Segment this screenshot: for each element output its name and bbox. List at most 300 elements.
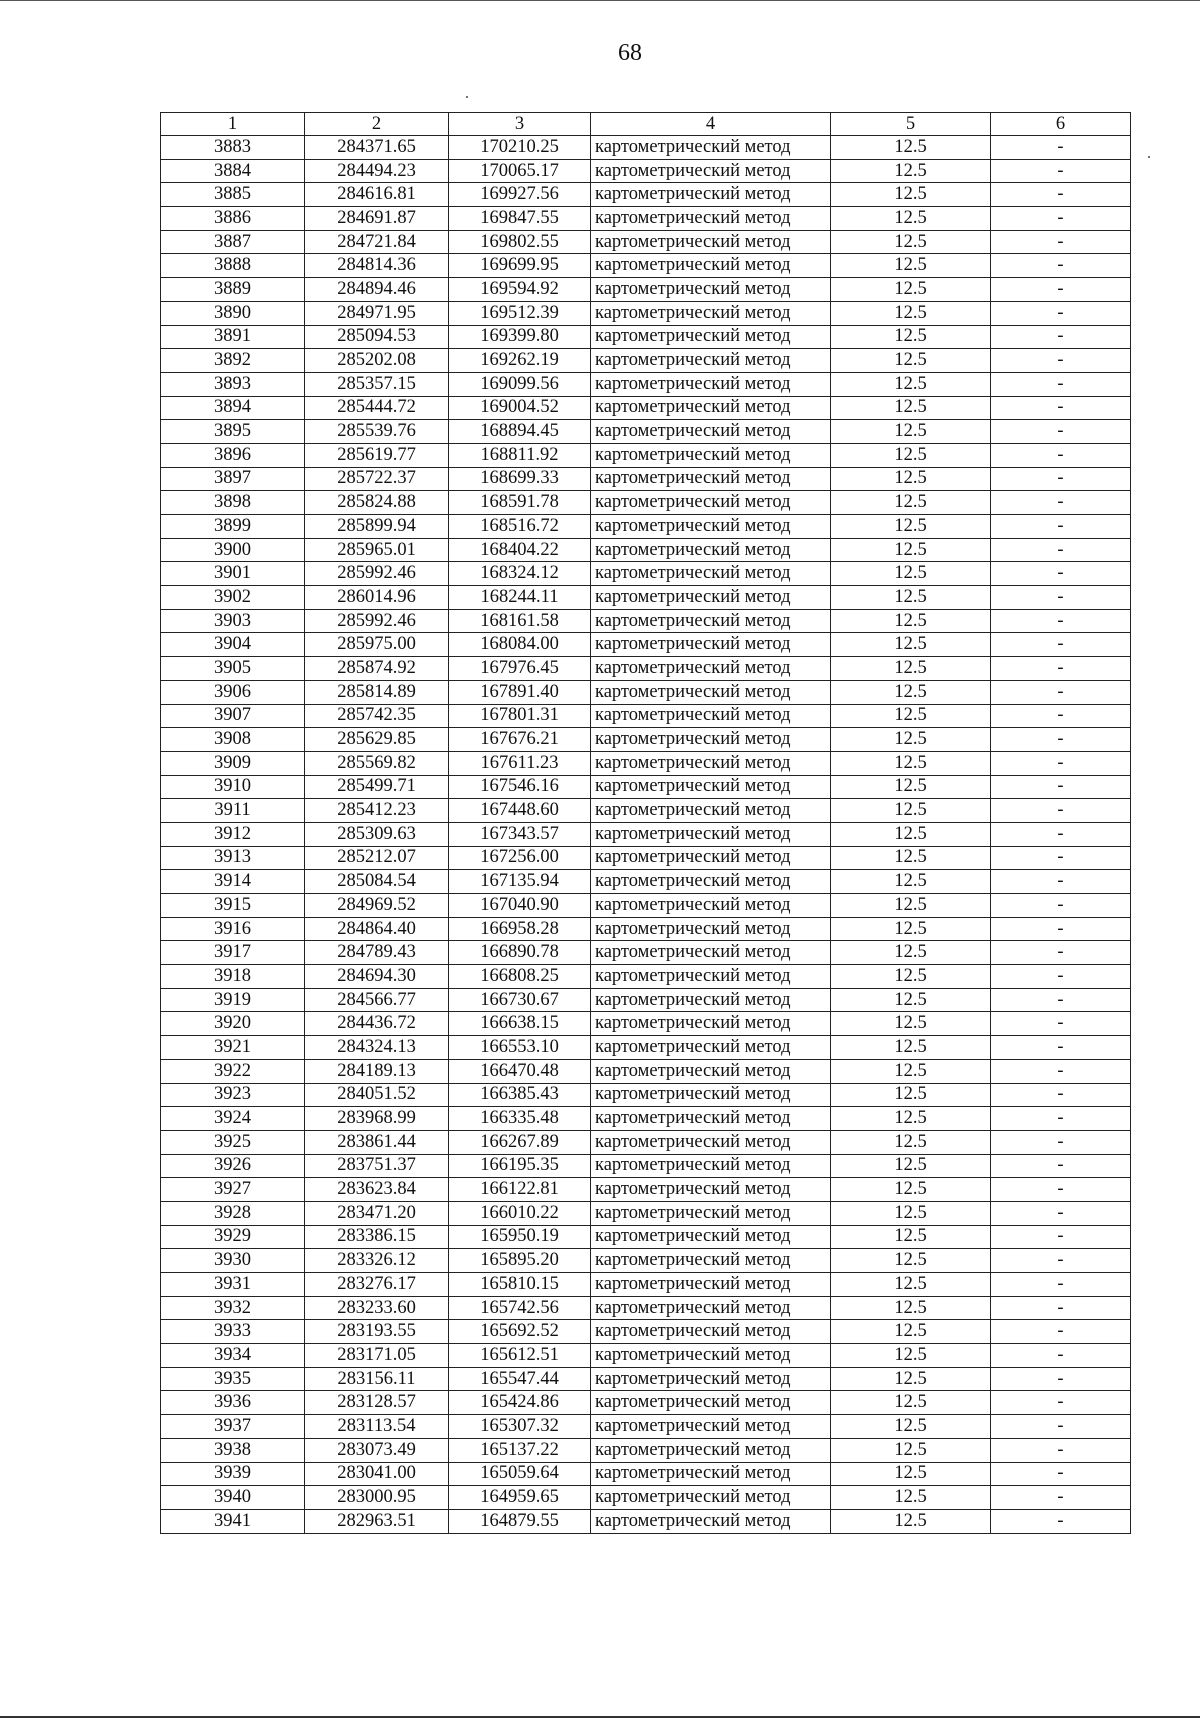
point-number-cell: 3892 (161, 349, 305, 373)
table-row (161, 846, 1131, 870)
table-row (161, 941, 1131, 965)
note-cell: - (991, 799, 1131, 823)
scan-speck (466, 96, 468, 98)
note-cell: - (991, 467, 1131, 491)
point-number-cell: 3895 (161, 420, 305, 444)
note-cell: - (991, 278, 1131, 302)
y-coordinate-cell: 166335.48 (449, 1107, 591, 1131)
method-cell: картометрический метод (591, 941, 831, 965)
note-cell: - (991, 1107, 1131, 1131)
note-cell: - (991, 372, 1131, 396)
accuracy-cell: 12.5 (831, 1083, 991, 1107)
point-number-cell: 3889 (161, 278, 305, 302)
point-number-cell: 3897 (161, 467, 305, 491)
coordinates-table (160, 112, 1131, 1534)
note-cell: - (991, 846, 1131, 870)
point-number-cell: 3887 (161, 230, 305, 254)
y-coordinate-cell: 167611.23 (449, 751, 591, 775)
y-coordinate-cell: 168161.58 (449, 609, 591, 633)
accuracy-cell: 12.5 (831, 136, 991, 160)
table-row (161, 1486, 1131, 1510)
x-coordinate-cell: 284566.77 (305, 988, 449, 1012)
y-coordinate-cell: 165059.64 (449, 1462, 591, 1486)
method-cell: картометрический метод (591, 349, 831, 373)
note-cell: - (991, 1154, 1131, 1178)
y-coordinate-cell: 166958.28 (449, 917, 591, 941)
x-coordinate-cell: 285992.46 (305, 609, 449, 633)
accuracy-cell: 12.5 (831, 1154, 991, 1178)
accuracy-cell: 12.5 (831, 278, 991, 302)
y-coordinate-cell: 168591.78 (449, 491, 591, 515)
method-cell: картометрический метод (591, 467, 831, 491)
method-cell: картометрический метод (591, 159, 831, 183)
method-cell: картометрический метод (591, 325, 831, 349)
column-header-2: 2 (305, 113, 449, 136)
table-header-row (161, 113, 1131, 136)
y-coordinate-cell: 168244.11 (449, 586, 591, 610)
y-coordinate-cell: 169004.52 (449, 396, 591, 420)
x-coordinate-cell: 284051.52 (305, 1083, 449, 1107)
table-row (161, 372, 1131, 396)
y-coordinate-cell: 167546.16 (449, 775, 591, 799)
point-number-cell: 3917 (161, 941, 305, 965)
coordinates-table-container (160, 112, 1130, 1534)
column-header-6: 6 (991, 113, 1131, 136)
accuracy-cell: 12.5 (831, 562, 991, 586)
method-cell: картометрический метод (591, 657, 831, 681)
method-cell: картометрический метод (591, 751, 831, 775)
note-cell: - (991, 1296, 1131, 1320)
x-coordinate-cell: 284371.65 (305, 136, 449, 160)
accuracy-cell: 12.5 (831, 254, 991, 278)
method-cell: картометрический метод (591, 1320, 831, 1344)
table-row (161, 894, 1131, 918)
point-number-cell: 3883 (161, 136, 305, 160)
method-cell: картометрический метод (591, 254, 831, 278)
table-row (161, 467, 1131, 491)
y-coordinate-cell: 167135.94 (449, 870, 591, 894)
method-cell: картометрический метод (591, 372, 831, 396)
y-coordinate-cell: 169927.56 (449, 183, 591, 207)
note-cell: - (991, 1036, 1131, 1060)
point-number-cell: 3891 (161, 325, 305, 349)
point-number-cell: 3906 (161, 680, 305, 704)
point-number-cell: 3909 (161, 751, 305, 775)
x-coordinate-cell: 285212.07 (305, 846, 449, 870)
accuracy-cell: 12.5 (831, 941, 991, 965)
note-cell: - (991, 443, 1131, 467)
method-cell: картометрический метод (591, 1509, 831, 1533)
y-coordinate-cell: 166010.22 (449, 1201, 591, 1225)
point-number-cell: 3896 (161, 443, 305, 467)
point-number-cell: 3920 (161, 1012, 305, 1036)
x-coordinate-cell: 283471.20 (305, 1201, 449, 1225)
table-row (161, 586, 1131, 610)
point-number-cell: 3898 (161, 491, 305, 515)
y-coordinate-cell: 166122.81 (449, 1178, 591, 1202)
method-cell: картометрический метод (591, 870, 831, 894)
page-number: 68 (618, 40, 642, 66)
table-row (161, 633, 1131, 657)
point-number-cell: 3905 (161, 657, 305, 681)
x-coordinate-cell: 285814.89 (305, 680, 449, 704)
method-cell: картометрический метод (591, 1036, 831, 1060)
method-cell: картометрический метод (591, 894, 831, 918)
table-row (161, 420, 1131, 444)
accuracy-cell: 12.5 (831, 680, 991, 704)
y-coordinate-cell: 167801.31 (449, 704, 591, 728)
y-coordinate-cell: 165692.52 (449, 1320, 591, 1344)
x-coordinate-cell: 283861.44 (305, 1130, 449, 1154)
method-cell: картометрический метод (591, 799, 831, 823)
note-cell: - (991, 1059, 1131, 1083)
x-coordinate-cell: 286014.96 (305, 586, 449, 610)
y-coordinate-cell: 165137.22 (449, 1438, 591, 1462)
method-cell: картометрический метод (591, 965, 831, 989)
point-number-cell: 3907 (161, 704, 305, 728)
table-row (161, 728, 1131, 752)
x-coordinate-cell: 283276.17 (305, 1273, 449, 1297)
x-coordinate-cell: 283041.00 (305, 1462, 449, 1486)
accuracy-cell: 12.5 (831, 443, 991, 467)
y-coordinate-cell: 168894.45 (449, 420, 591, 444)
y-coordinate-cell: 167040.90 (449, 894, 591, 918)
note-cell: - (991, 633, 1131, 657)
table-row (161, 609, 1131, 633)
method-cell: картометрический метод (591, 822, 831, 846)
y-coordinate-cell: 165742.56 (449, 1296, 591, 1320)
table-row (161, 1154, 1131, 1178)
note-cell: - (991, 1083, 1131, 1107)
y-coordinate-cell: 165307.32 (449, 1415, 591, 1439)
table-row (161, 775, 1131, 799)
x-coordinate-cell: 283113.54 (305, 1415, 449, 1439)
table-row (161, 1201, 1131, 1225)
table-row (161, 491, 1131, 515)
point-number-cell: 3916 (161, 917, 305, 941)
table-row (161, 538, 1131, 562)
point-number-cell: 3886 (161, 207, 305, 231)
y-coordinate-cell: 169594.92 (449, 278, 591, 302)
method-cell: картометрический метод (591, 136, 831, 160)
y-coordinate-cell: 165612.51 (449, 1344, 591, 1368)
accuracy-cell: 12.5 (831, 515, 991, 539)
note-cell: - (991, 230, 1131, 254)
y-coordinate-cell: 168811.92 (449, 443, 591, 467)
y-coordinate-cell: 166385.43 (449, 1083, 591, 1107)
y-coordinate-cell: 165547.44 (449, 1367, 591, 1391)
column-header-1: 1 (161, 113, 305, 136)
table-row (161, 1296, 1131, 1320)
x-coordinate-cell: 285824.88 (305, 491, 449, 515)
accuracy-cell: 12.5 (831, 1012, 991, 1036)
y-coordinate-cell: 169699.95 (449, 254, 591, 278)
accuracy-cell: 12.5 (831, 870, 991, 894)
accuracy-cell: 12.5 (831, 207, 991, 231)
note-cell: - (991, 917, 1131, 941)
note-cell: - (991, 941, 1131, 965)
point-number-cell: 3893 (161, 372, 305, 396)
table-row (161, 325, 1131, 349)
table-row (161, 1249, 1131, 1273)
x-coordinate-cell: 285094.53 (305, 325, 449, 349)
note-cell: - (991, 538, 1131, 562)
x-coordinate-cell: 284789.43 (305, 941, 449, 965)
x-coordinate-cell: 285202.08 (305, 349, 449, 373)
x-coordinate-cell: 285084.54 (305, 870, 449, 894)
table-row (161, 301, 1131, 325)
note-cell: - (991, 396, 1131, 420)
method-cell: картометрический метод (591, 1344, 831, 1368)
x-coordinate-cell: 282963.51 (305, 1509, 449, 1533)
point-number-cell: 3888 (161, 254, 305, 278)
accuracy-cell: 12.5 (831, 1249, 991, 1273)
accuracy-cell: 12.5 (831, 1201, 991, 1225)
note-cell: - (991, 680, 1131, 704)
point-number-cell: 3934 (161, 1344, 305, 1368)
table-row (161, 1273, 1131, 1297)
method-cell: картометрический метод (591, 609, 831, 633)
point-number-cell: 3932 (161, 1296, 305, 1320)
table-row (161, 1178, 1131, 1202)
accuracy-cell: 12.5 (831, 704, 991, 728)
point-number-cell: 3931 (161, 1273, 305, 1297)
column-header-5: 5 (831, 113, 991, 136)
note-cell: - (991, 609, 1131, 633)
y-coordinate-cell: 166808.25 (449, 965, 591, 989)
point-number-cell: 3921 (161, 1036, 305, 1060)
accuracy-cell: 12.5 (831, 586, 991, 610)
method-cell: картометрический метод (591, 207, 831, 231)
accuracy-cell: 12.5 (831, 230, 991, 254)
point-number-cell: 3927 (161, 1178, 305, 1202)
note-cell: - (991, 1225, 1131, 1249)
point-number-cell: 3940 (161, 1486, 305, 1510)
method-cell: картометрический метод (591, 1273, 831, 1297)
table-row (161, 1012, 1131, 1036)
x-coordinate-cell: 285899.94 (305, 515, 449, 539)
x-coordinate-cell: 285722.37 (305, 467, 449, 491)
point-number-cell: 3911 (161, 799, 305, 823)
table-row (161, 799, 1131, 823)
x-coordinate-cell: 283751.37 (305, 1154, 449, 1178)
accuracy-cell: 12.5 (831, 917, 991, 941)
x-coordinate-cell: 284694.30 (305, 965, 449, 989)
x-coordinate-cell: 284894.46 (305, 278, 449, 302)
note-cell: - (991, 704, 1131, 728)
table-row (161, 136, 1131, 160)
accuracy-cell: 12.5 (831, 1130, 991, 1154)
accuracy-cell: 12.5 (831, 965, 991, 989)
note-cell: - (991, 894, 1131, 918)
note-cell: - (991, 1462, 1131, 1486)
table-row (161, 1130, 1131, 1154)
note-cell: - (991, 1415, 1131, 1439)
x-coordinate-cell: 285357.15 (305, 372, 449, 396)
table-row (161, 870, 1131, 894)
method-cell: картометрический метод (591, 1201, 831, 1225)
point-number-cell: 3919 (161, 988, 305, 1012)
y-coordinate-cell: 170065.17 (449, 159, 591, 183)
note-cell: - (991, 870, 1131, 894)
table-row (161, 443, 1131, 467)
method-cell: картометрический метод (591, 775, 831, 799)
method-cell: картометрический метод (591, 1130, 831, 1154)
x-coordinate-cell: 284721.84 (305, 230, 449, 254)
note-cell: - (991, 420, 1131, 444)
point-number-cell: 3918 (161, 965, 305, 989)
note-cell: - (991, 301, 1131, 325)
accuracy-cell: 12.5 (831, 609, 991, 633)
accuracy-cell: 12.5 (831, 349, 991, 373)
y-coordinate-cell: 170210.25 (449, 136, 591, 160)
y-coordinate-cell: 164959.65 (449, 1486, 591, 1510)
point-number-cell: 3923 (161, 1083, 305, 1107)
x-coordinate-cell: 285742.35 (305, 704, 449, 728)
method-cell: картометрический метод (591, 1391, 831, 1415)
method-cell: картометрический метод (591, 704, 831, 728)
accuracy-cell: 12.5 (831, 1107, 991, 1131)
y-coordinate-cell: 168699.33 (449, 467, 591, 491)
x-coordinate-cell: 284814.36 (305, 254, 449, 278)
accuracy-cell: 12.5 (831, 1178, 991, 1202)
method-cell: картометрический метод (591, 562, 831, 586)
accuracy-cell: 12.5 (831, 988, 991, 1012)
note-cell: - (991, 1273, 1131, 1297)
table-row (161, 1462, 1131, 1486)
y-coordinate-cell: 166890.78 (449, 941, 591, 965)
table-row (161, 349, 1131, 373)
point-number-cell: 3900 (161, 538, 305, 562)
x-coordinate-cell: 285309.63 (305, 822, 449, 846)
method-cell: картометрический метод (591, 1415, 831, 1439)
table-row (161, 1391, 1131, 1415)
y-coordinate-cell: 167256.00 (449, 846, 591, 870)
method-cell: картометрический метод (591, 846, 831, 870)
scan-bottom-edge (0, 1716, 1200, 1718)
method-cell: картометрический метод (591, 917, 831, 941)
x-coordinate-cell: 284864.40 (305, 917, 449, 941)
note-cell: - (991, 491, 1131, 515)
x-coordinate-cell: 283128.57 (305, 1391, 449, 1415)
x-coordinate-cell: 283623.84 (305, 1178, 449, 1202)
y-coordinate-cell: 169262.19 (449, 349, 591, 373)
y-coordinate-cell: 168404.22 (449, 538, 591, 562)
x-coordinate-cell: 283171.05 (305, 1344, 449, 1368)
accuracy-cell: 12.5 (831, 301, 991, 325)
table-row (161, 822, 1131, 846)
note-cell: - (991, 254, 1131, 278)
accuracy-cell: 12.5 (831, 1509, 991, 1533)
note-cell: - (991, 207, 1131, 231)
accuracy-cell: 12.5 (831, 1462, 991, 1486)
x-coordinate-cell: 285619.77 (305, 443, 449, 467)
point-number-cell: 3894 (161, 396, 305, 420)
x-coordinate-cell: 284494.23 (305, 159, 449, 183)
method-cell: картометрический метод (591, 278, 831, 302)
accuracy-cell: 12.5 (831, 775, 991, 799)
note-cell: - (991, 1391, 1131, 1415)
table-row (161, 278, 1131, 302)
accuracy-cell: 12.5 (831, 372, 991, 396)
y-coordinate-cell: 166730.67 (449, 988, 591, 1012)
accuracy-cell: 12.5 (831, 799, 991, 823)
method-cell: картометрический метод (591, 443, 831, 467)
note-cell: - (991, 349, 1131, 373)
method-cell: картометрический метод (591, 491, 831, 515)
accuracy-cell: 12.5 (831, 1415, 991, 1439)
note-cell: - (991, 751, 1131, 775)
accuracy-cell: 12.5 (831, 751, 991, 775)
note-cell: - (991, 1130, 1131, 1154)
table-row (161, 704, 1131, 728)
accuracy-cell: 12.5 (831, 1225, 991, 1249)
method-cell: картометрический метод (591, 1486, 831, 1510)
y-coordinate-cell: 165810.15 (449, 1273, 591, 1297)
method-cell: картометрический метод (591, 728, 831, 752)
point-number-cell: 3925 (161, 1130, 305, 1154)
note-cell: - (991, 1486, 1131, 1510)
method-cell: картометрический метод (591, 1107, 831, 1131)
table-row (161, 917, 1131, 941)
point-number-cell: 3938 (161, 1438, 305, 1462)
accuracy-cell: 12.5 (831, 1367, 991, 1391)
y-coordinate-cell: 169802.55 (449, 230, 591, 254)
method-cell: картометрический метод (591, 1225, 831, 1249)
accuracy-cell: 12.5 (831, 325, 991, 349)
method-cell: картометрический метод (591, 1438, 831, 1462)
x-coordinate-cell: 285992.46 (305, 562, 449, 586)
accuracy-cell: 12.5 (831, 1320, 991, 1344)
note-cell: - (991, 988, 1131, 1012)
y-coordinate-cell: 166638.15 (449, 1012, 591, 1036)
x-coordinate-cell: 285569.82 (305, 751, 449, 775)
method-cell: картометрический метод (591, 301, 831, 325)
x-coordinate-cell: 285629.85 (305, 728, 449, 752)
method-cell: картометрический метод (591, 515, 831, 539)
point-number-cell: 3930 (161, 1249, 305, 1273)
accuracy-cell: 12.5 (831, 894, 991, 918)
table-row (161, 1107, 1131, 1131)
x-coordinate-cell: 284324.13 (305, 1036, 449, 1060)
method-cell: картометрический метод (591, 1059, 831, 1083)
note-cell: - (991, 1178, 1131, 1202)
method-cell: картометрический метод (591, 420, 831, 444)
point-number-cell: 3899 (161, 515, 305, 539)
note-cell: - (991, 1367, 1131, 1391)
point-number-cell: 3933 (161, 1320, 305, 1344)
scan-speck (1148, 156, 1150, 158)
point-number-cell: 3926 (161, 1154, 305, 1178)
accuracy-cell: 12.5 (831, 183, 991, 207)
note-cell: - (991, 728, 1131, 752)
table-row (161, 1344, 1131, 1368)
point-number-cell: 3922 (161, 1059, 305, 1083)
y-coordinate-cell: 164879.55 (449, 1509, 591, 1533)
table-row (161, 751, 1131, 775)
point-number-cell: 3935 (161, 1367, 305, 1391)
coordinates-table-body (161, 113, 1131, 1534)
y-coordinate-cell: 169399.80 (449, 325, 591, 349)
method-cell: картометрический метод (591, 538, 831, 562)
x-coordinate-cell: 285444.72 (305, 396, 449, 420)
y-coordinate-cell: 165895.20 (449, 1249, 591, 1273)
y-coordinate-cell: 165950.19 (449, 1225, 591, 1249)
table-row (161, 1415, 1131, 1439)
x-coordinate-cell: 285874.92 (305, 657, 449, 681)
note-cell: - (991, 965, 1131, 989)
accuracy-cell: 12.5 (831, 728, 991, 752)
